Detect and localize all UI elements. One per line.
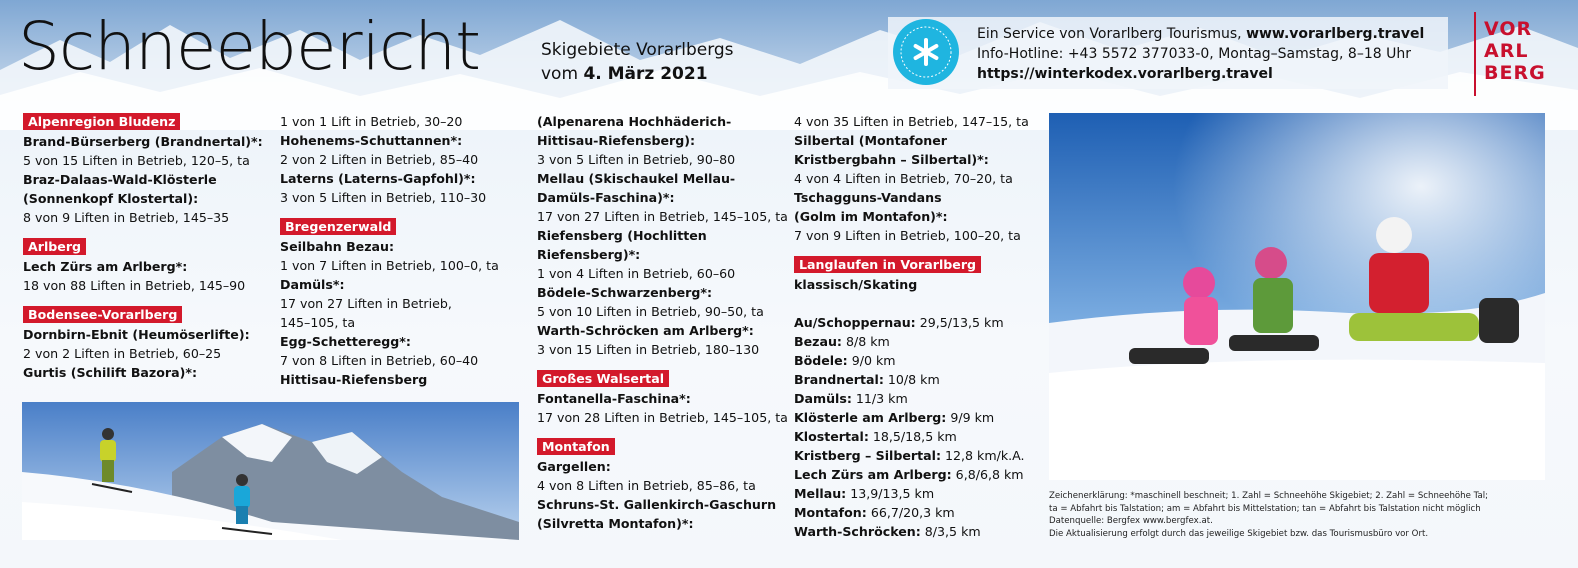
service-line1 (977, 24, 1424, 44)
spacer (794, 294, 1029, 313)
skiers-photo (22, 402, 519, 540)
resort-name: Damüls*: (280, 277, 345, 292)
trail-name: Klostertal: (794, 429, 869, 444)
logo-divider (1474, 12, 1476, 96)
trail-row (794, 446, 1029, 465)
section-heading-row (794, 255, 1029, 275)
lift-status: 17 von 27 Liften in Betrieb, 145–105, ta (537, 209, 788, 224)
resort-name: (Sonnenkopf Klostertal): (23, 191, 199, 206)
trail-name: Bödele: (794, 353, 848, 368)
resort-name: Hittisau-Riefensberg): (537, 133, 696, 148)
logo-line1: VOR (1484, 18, 1533, 40)
section-heading-row (23, 237, 263, 257)
trail-name: Klösterle am Arlberg: (794, 410, 947, 425)
resort-name: Brand-Bürserberg (Brandnertal)*: (23, 134, 263, 149)
trail-length: 18,5/18,5 km (868, 429, 957, 444)
trail-name: Brandnertal: (794, 372, 884, 387)
lift-status: 18 von 88 Liften in Betrieb, 145–90 (23, 278, 246, 293)
resort-name: Egg-Schetteregg*: (280, 334, 411, 349)
kids-snow-photo (1049, 113, 1545, 480)
resort-name: Riefensberg)*: (537, 247, 641, 262)
legend-line1: Zeichenerklärung: *maschinell beschneit; 1. Zahl = Schneehöhe Skigebiet; 2. Zahl = Schneehöhe Tal; (1049, 491, 1489, 501)
legend-line3: Datenquelle: Bergfex www.bergfex.at. (1049, 516, 1213, 527)
spacer (537, 359, 788, 369)
resort-name: (Alpenarena Hochhäderich- (537, 114, 732, 129)
resort-name: Hohenems-Schuttannen*: (280, 133, 463, 148)
trail-length: 13,9/13,5 km (846, 486, 935, 501)
trail-length: 9/9 km (946, 410, 995, 425)
lift-status: 2 von 2 Liften in Betrieb, 85–40 (280, 152, 479, 167)
trail-length: 11/3 km (851, 391, 908, 406)
trail-length: 10/8 km (883, 372, 940, 387)
trail-name: Warth-Schröcken: (794, 524, 921, 539)
subtitle-line2 (541, 62, 734, 86)
lift-status: 17 von 28 Liften in Betrieb, 145–105, ta (537, 410, 788, 425)
hotline: Info-Hotline: +43 5572 377033-0, Montag–Samstag, 8–18 Uhr (977, 46, 1411, 62)
spacer (23, 227, 263, 237)
lift-status: 5 von 15 Liften in Betrieb, 120–5, ta (23, 153, 250, 168)
resort-name: Seilbahn Bezau: (280, 239, 395, 254)
trail-row (794, 465, 1029, 484)
resort-name: Riefensberg (Hochlitten (537, 228, 707, 243)
resort-name: Schruns-St. Gallenkirch-Gaschurn (537, 497, 777, 512)
resort-name: Laterns (Laterns-Gapfohl)*: (280, 171, 476, 186)
section-heading: Alpenregion Bludenz (23, 113, 180, 130)
trail-length: 8/3,5 km (920, 524, 981, 539)
resort-name: Hittisau-Riefensberg (280, 372, 428, 387)
lift-status: 145–105, ta (280, 315, 356, 330)
trail-row (794, 503, 1029, 522)
subtitle-line1: Skigebiete Vorarlbergs (541, 40, 734, 60)
lift-status: 7 von 8 Liften in Betrieb, 60–40 (280, 353, 479, 368)
resort-name: (Golm im Montafon)*: (794, 209, 948, 224)
resort-name: Tschagguns-Vandans (794, 190, 942, 205)
legend-line4: Die Aktualisierung erfolgt durch das jeweilige Skigebiet bzw. das Tourismusbüro vor Ort. (1049, 528, 1429, 539)
lift-status: 17 von 27 Liften in Betrieb, (280, 296, 452, 311)
trail-length: 66,7/20,3 km (866, 505, 955, 520)
trail-length: 12,8 km/k.A. (941, 448, 1025, 463)
trail-length: 6,8/6,8 km (951, 467, 1024, 482)
spacer (537, 427, 788, 437)
section-heading-row (23, 305, 263, 325)
lift-status: 3 von 5 Liften in Betrieb, 90–80 (537, 152, 736, 167)
page-title: Schneebericht (18, 8, 481, 85)
legend-line2: ta = Abfahrt bis Talstation; am = Abfahrt bis Mittelstation; tan = Abfahrt bis Talstation nicht möglich (1049, 503, 1481, 514)
vorarlberg-logo (1484, 18, 1546, 84)
resort-name: Silbertal (Montafoner (794, 133, 947, 148)
resort-name: Gurtis (Schilift Bazora)*: (23, 365, 197, 380)
lift-status: 4 von 4 Liften in Betrieb, 70–20, ta (794, 171, 1013, 186)
trail-row (794, 522, 1029, 541)
lift-status: 1 von 4 Liften in Betrieb, 60–60 (537, 266, 736, 281)
resort-name: Dornbirn-Ebnit (Heumöserlifte): (23, 327, 250, 342)
lift-status: 8 von 9 Liften in Betrieb, 145–35 (23, 210, 230, 225)
lift-status: 3 von 5 Liften in Betrieb, 110–30 (280, 190, 487, 205)
trail-row (794, 313, 1029, 332)
resort-name: (Silvretta Montafon)*: (537, 516, 694, 531)
trail-length: 9/0 km (847, 353, 896, 368)
trail-row (794, 427, 1029, 446)
resort-name: Mellau (Skischaukel Mellau- (537, 171, 736, 186)
logo-line2: ARL (1484, 40, 1529, 62)
subtitle (541, 38, 734, 86)
section-heading: Langlaufen in Vorarlberg (794, 256, 981, 273)
spacer (794, 245, 1029, 255)
resort-name: Gargellen: (537, 459, 611, 474)
section-heading: Arlberg (23, 238, 86, 255)
trail-row (794, 332, 1029, 351)
lift-status: 7 von 9 Liften in Betrieb, 100–20, ta (794, 228, 1021, 243)
section-heading-row (23, 112, 263, 132)
trail-name: Bezau: (794, 334, 842, 349)
service-info (977, 24, 1424, 84)
trail-length: 29,5/13,5 km (915, 315, 1004, 330)
lift-status: 5 von 10 Liften in Betrieb, 90–50, ta (537, 304, 764, 319)
spacer (23, 295, 263, 305)
resort-name: Braz-Dalaas-Wald-Klösterle (23, 172, 217, 187)
trail-row (794, 351, 1029, 370)
logo-line3: BERG (1484, 62, 1546, 84)
resort-name: Lech Zürs am Arlberg*: (23, 259, 188, 274)
section-heading: Bregenzerwald (280, 218, 396, 235)
website-link[interactable]: www.vorarlberg.travel (1246, 26, 1425, 42)
snowflake-icon (899, 25, 953, 79)
column-4 (794, 112, 1029, 541)
trail-row (794, 389, 1029, 408)
subtitle-prefix: vom (541, 64, 584, 84)
spacer (280, 207, 499, 217)
column-3 (537, 112, 788, 533)
trail-row (794, 370, 1029, 389)
trail-name: Kristberg – Silbertal: (794, 448, 941, 463)
section-heading: Montafon (537, 438, 615, 455)
legend (1049, 490, 1549, 540)
winterkodex-badge (893, 19, 959, 85)
section-heading-row (537, 369, 788, 389)
resort-name: Bödele-Schwarzenberg*: (537, 285, 712, 300)
trail-row (794, 408, 1029, 427)
column-1 (23, 112, 263, 382)
report-date: 4. März 2021 (583, 64, 708, 84)
lift-status: 4 von 35 Liften in Betrieb, 147–15, ta (794, 114, 1029, 129)
column-2 (280, 112, 499, 389)
service-prefix: Ein Service von Vorarlberg Tourismus, (977, 26, 1247, 42)
winterkodex-link[interactable] (977, 64, 1424, 84)
trail-name: Montafon: (794, 505, 867, 520)
resort-name: Kristbergbahn – Silbertal)*: (794, 152, 989, 167)
resort-name: Warth-Schröcken am Arlberg*: (537, 323, 754, 338)
section-heading: Großes Walsertal (537, 370, 669, 387)
trail-row (794, 484, 1029, 503)
lift-status: 1 von 7 Liften in Betrieb, 100–0, ta (280, 258, 499, 273)
section-heading-row (280, 217, 499, 237)
lift-status: 1 von 1 Lift in Betrieb, 30–20 (280, 114, 463, 129)
lift-status: 4 von 8 Liften in Betrieb, 85–86, ta (537, 478, 756, 493)
lift-status: 2 von 2 Liften in Betrieb, 60–25 (23, 346, 222, 361)
resort-name: klassisch/Skating (794, 277, 918, 292)
lift-status: 3 von 15 Liften in Betrieb, 180–130 (537, 342, 760, 357)
section-heading: Bodensee-Vorarlberg (23, 306, 182, 323)
trail-name: Lech Zürs am Arlberg: (794, 467, 952, 482)
trail-name: Damüls: (794, 391, 852, 406)
trail-name: Mellau: (794, 486, 847, 501)
trail-length: 8/8 km (841, 334, 890, 349)
trail-name: Au/Schoppernau: (794, 315, 916, 330)
winterkodex-url[interactable]: https://winterkodex.vorarlberg.travel (977, 66, 1273, 82)
resort-name: Damüls-Faschina)*: (537, 190, 675, 205)
resort-name: Fontanella-Faschina*: (537, 391, 691, 406)
section-heading-row (537, 437, 788, 457)
